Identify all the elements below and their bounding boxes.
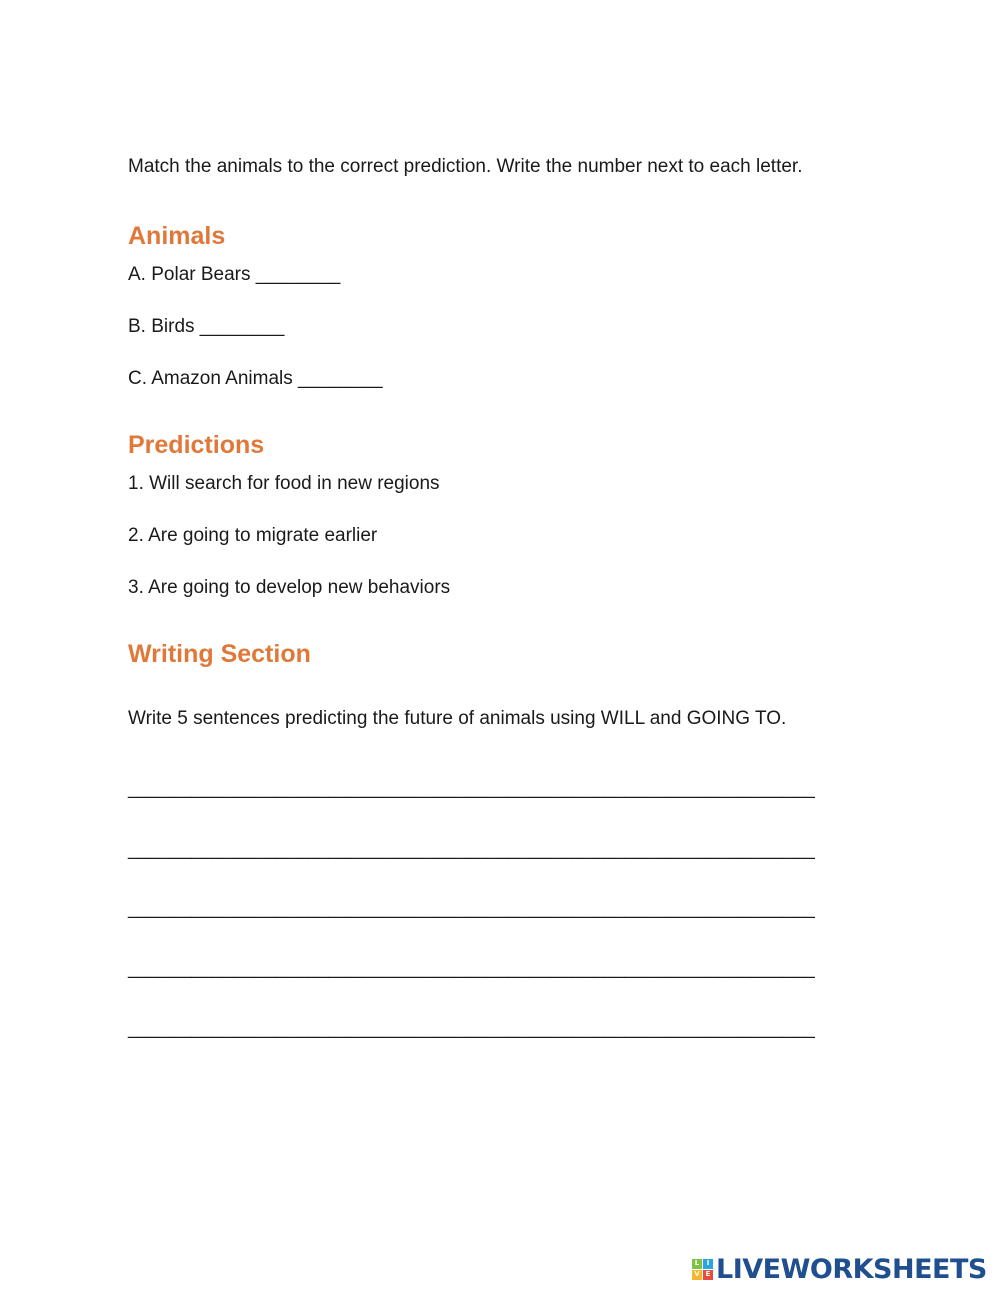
prediction-item-1: 1. Will search for food in new regions — [128, 473, 440, 494]
liveworksheets-logo — [692, 1254, 987, 1284]
writing-line-5: _________________________________________________________________ — [128, 1018, 815, 1039]
predictions-heading: Predictions — [128, 431, 265, 459]
writing-line-3: _________________________________________________________________ — [128, 898, 815, 919]
instructions-text: Match the animals to the correct prediction. Write the number next to each letter. — [128, 156, 803, 177]
writing-prompt: Write 5 sentences predicting the future of animals using WILL and GOING TO. — [128, 708, 787, 729]
prediction-item-2: 2. Are going to migrate earlier — [128, 525, 378, 546]
logo-letter-v: V — [692, 1270, 702, 1280]
animal-item-a: A. Polar Bears ________ — [128, 264, 341, 285]
animal-item-c: C. Amazon Animals ________ — [128, 368, 383, 389]
logo-letter-i: I — [703, 1259, 713, 1269]
animal-item-b: B. Birds ________ — [128, 316, 285, 337]
writing-line-4: _________________________________________________________________ — [128, 958, 815, 979]
liveworksheets-logo-text: LIVEWORKSHEETS — [716, 1253, 987, 1285]
liveworksheets-logo-icon — [692, 1259, 713, 1280]
prediction-item-3: 3. Are going to develop new behaviors — [128, 577, 451, 598]
writing-line-1: _________________________________________________________________ — [128, 778, 815, 799]
writing-line-2: _________________________________________________________________ — [128, 839, 815, 860]
animals-heading: Animals — [128, 222, 226, 250]
logo-letter-l: L — [692, 1259, 702, 1269]
logo-letter-e: E — [703, 1270, 713, 1280]
writing-heading: Writing Section — [128, 640, 311, 668]
